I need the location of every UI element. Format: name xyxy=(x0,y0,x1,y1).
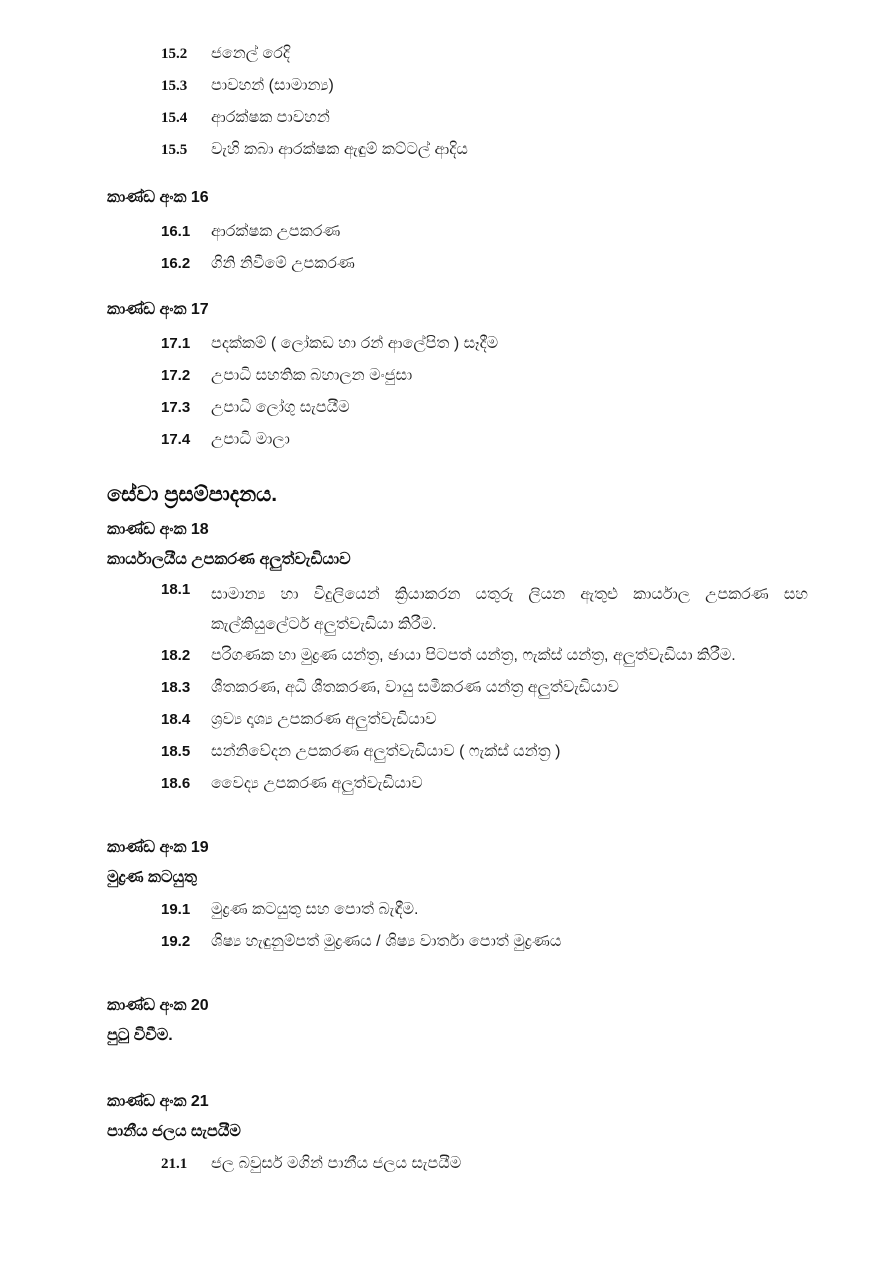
item-number: 16.1 xyxy=(161,223,191,240)
list-item xyxy=(161,646,808,666)
section-subheading-19: මුද්‍රණ කටයුතු xyxy=(107,869,198,886)
item-text: පරිගණක හා මුද්‍රණ යන්ත්‍ර, ඡායා පිටපත් යන්ත්‍ර, ෆැක්ස් යන්ත්‍ර, අලුත්වැඩියා කිරීම. xyxy=(211,647,736,664)
item-number: 18.4 xyxy=(161,711,191,728)
item-text: ජනෙල් රෙදි xyxy=(211,45,291,62)
list-item xyxy=(161,254,808,274)
item-number: 19.2 xyxy=(161,933,191,950)
section-heading-16: කාණ්ඩ අංක 16 xyxy=(107,189,209,206)
list-item xyxy=(161,44,808,64)
item-number: 17.2 xyxy=(161,367,191,384)
list-item xyxy=(161,580,808,640)
item-number: 17.3 xyxy=(161,399,191,416)
list-item xyxy=(161,76,808,96)
item-text: ජල බවුසර් මගින් පානීය ජලය සැපයීම xyxy=(211,1155,462,1172)
item-text: උපාධි ලෝගු සැපයීම xyxy=(211,399,350,416)
item-number: 15.2 xyxy=(161,46,188,62)
list-item xyxy=(161,140,808,160)
item-number: 19.1 xyxy=(161,901,191,918)
item-number: 15.4 xyxy=(161,110,188,126)
list-item xyxy=(161,398,808,418)
item-text: ශිෂ්‍ය හැඳුනුම්පත් මුද්‍රණය / ශිෂ්‍ය වාර්තා පොත් මුද්‍රණය xyxy=(211,933,562,950)
section-heading-18: කාණ්ඩ අංක 18 xyxy=(107,521,209,538)
item-number: 15.5 xyxy=(161,142,188,158)
item-text: වෛද්‍ය උපකරණ අලුත්වැඩියාව xyxy=(211,775,423,792)
section-subheading-18: කාර්යාලයීය උපකරණ අලුත්වැඩියාව xyxy=(107,551,351,568)
services-procurement-heading: සේවා ප්‍රසම්පාදනය. xyxy=(107,483,278,506)
item-text: උපාධි සහතික බහාලන මංජුසා xyxy=(211,367,413,384)
item-text: ගිනි නිවීමේ උපකරණ xyxy=(211,255,355,272)
item-text: සන්නිවේදන උපකරණ අලුත්වැඩියාව ( ෆැක්ස් යන්ත්‍ර ) xyxy=(211,743,561,760)
section-heading-20: කාණ්ඩ අංක 20 xyxy=(107,997,209,1014)
item-text: පදක්කම් ( ලෝකඩ හා රන් ආලේපිත ) සෑදීම xyxy=(211,335,499,352)
item-text: සාමාන්‍ය හා විදුලියෙන් ක්‍රියාකරන යතුරු ලියන ඇතුළු කාර්යාල උපකරණ සහ කැල්කියුලේටර් අලුත්වැඩියා කිරීම. xyxy=(211,586,808,633)
item-text: මුද්‍රණ කටයුතු සහ පොත් බැඳීම. xyxy=(211,901,419,918)
list-item xyxy=(161,710,808,730)
section-subheading-21: පානීය ජලය සැපයීම xyxy=(107,1123,241,1140)
list-item xyxy=(161,774,808,794)
item-text: ශීතකරණ, අධි ශීතකරණ, වායු සමීකරණ යන්ත්‍ර අලුත්වැඩියාව xyxy=(211,679,619,696)
list-item xyxy=(161,900,808,920)
item-number: 18.1 xyxy=(161,581,191,598)
list-item xyxy=(161,222,808,242)
list-item xyxy=(161,742,808,762)
section-heading-19: කාණ්ඩ අංක 19 xyxy=(107,839,209,856)
list-item xyxy=(161,334,808,354)
section-heading-21: කාණ්ඩ අංක 21 xyxy=(107,1093,209,1110)
item-text: වැහි කබා ආරක්ෂක ඇඳුම් කට්ටල් ආදිය xyxy=(211,141,468,158)
section-subheading-20: පුටු විවීම. xyxy=(107,1027,173,1044)
list-item xyxy=(161,430,808,450)
item-number: 18.2 xyxy=(161,647,191,664)
item-text: පාවහන් (සාමාන්‍ය) xyxy=(211,77,334,94)
item-number: 18.3 xyxy=(161,679,191,696)
item-number: 17.1 xyxy=(161,335,191,352)
item-number: 21.1 xyxy=(161,1156,188,1172)
list-item xyxy=(161,932,808,952)
item-text: ආරක්ෂක පාවහන් xyxy=(211,109,330,126)
item-number: 16.2 xyxy=(161,255,191,272)
list-item xyxy=(161,678,808,698)
item-number: 17.4 xyxy=(161,431,191,448)
list-item xyxy=(161,108,808,128)
item-text: උපාධි මාලා xyxy=(211,431,290,448)
item-number: 18.6 xyxy=(161,775,191,792)
item-text: ආරක්ෂක උපකරණ xyxy=(211,223,341,240)
item-number: 18.5 xyxy=(161,743,191,760)
section-heading-17: කාණ්ඩ අංක 17 xyxy=(107,301,209,318)
list-item xyxy=(161,366,808,386)
list-item xyxy=(161,1154,808,1174)
item-text: ශ්‍රව්‍ය දෘශ්‍ය උපකරණ අලුත්වැඩියාව xyxy=(211,711,437,728)
item-number: 15.3 xyxy=(161,78,188,94)
